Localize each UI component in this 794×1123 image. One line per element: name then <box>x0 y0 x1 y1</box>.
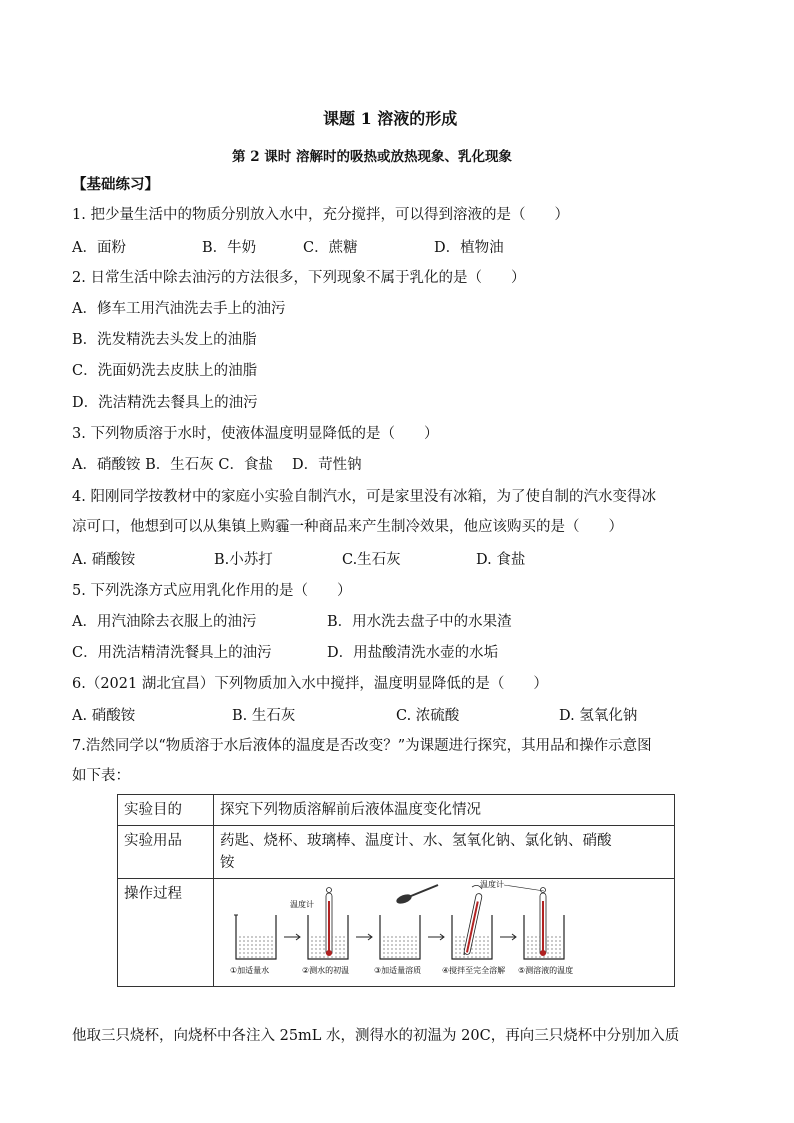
step-caption-4: ④搅拌至完全溶解 <box>442 966 506 975</box>
row-label-materials: 实验用品 <box>118 826 214 879</box>
q2-option-b: B．洗发精洗去头发上的油脂 <box>72 332 257 348</box>
arrow-icon <box>500 934 516 940</box>
question-3-stem: 3. 下列物质溶于水时，使液体温度明显降低的是（ ） <box>72 426 439 442</box>
q2-option-a: A．修车工用汽油洗去手上的油污 <box>72 301 286 317</box>
section-heading: 【基础练习】 <box>72 176 159 193</box>
row-value-materials: 药匙、烧杯、玻璃棒、温度计、水、氢氧化钠、氯化钠、硝酸 铵 <box>214 826 675 879</box>
table-row <box>118 826 675 879</box>
step-caption-5: ⑤测溶液的温度 <box>518 966 574 975</box>
question-5-stem: 5. 下列洗涤方式应用乳化作用的是（ ） <box>72 583 352 599</box>
question-1-stem: 1. 把少量生活中的物质分别放入水中，充分搅拌，可以得到溶液的是（ ） <box>72 207 569 223</box>
experiment-table <box>117 794 675 987</box>
question-7-stem-cont: 如下表： <box>72 768 130 784</box>
q4-option-a: A. 硝酸铵 <box>72 552 136 568</box>
q6-option-d: D. 氢氧化钠 <box>559 708 638 724</box>
step-caption-1: ①加适量水 <box>230 966 270 975</box>
beaker-with-thermometer-icon <box>308 888 348 960</box>
q1-option-a: A．面粉 <box>72 240 126 256</box>
page-subtitle: 第 2 课时 溶解时的吸热或放热现象、乳化现象 <box>232 149 512 165</box>
q4-option-c: C.生石灰 <box>342 552 401 568</box>
beaker-with-thermometer-icon <box>504 885 564 959</box>
question-7-continuation: 他取三只烧杯，向烧杯中各注入 25mL 水，测得水的初温为 20C，再向三只烧杯中分别加入质 <box>72 1028 680 1044</box>
procedure-figure-cell <box>214 879 675 987</box>
thermometer-label-2: 温度计 <box>480 880 504 889</box>
beaker-icon <box>234 915 276 959</box>
beaker-stirring-icon <box>452 885 492 959</box>
q6-option-c: C. 浓硫酸 <box>396 708 460 724</box>
arrow-icon <box>428 934 444 940</box>
arrow-icon <box>356 934 372 940</box>
page-title: 课题 1 溶液的形成 <box>323 109 458 128</box>
q5-option-a: A．用汽油除去衣服上的油污 <box>72 614 257 630</box>
row-value-purpose: 探究下列物质溶解前后液体温度变化情况 <box>214 795 675 826</box>
q5-option-b: B．用水洗去盘子中的水果渣 <box>327 614 512 630</box>
step-caption-3: ③加适量溶质 <box>374 966 422 975</box>
question-7-stem: 7.浩然同学以“物质溶于水后液体的温度是否改变？”为课题进行探究，其用品和操作示意图 <box>72 738 652 754</box>
q6-option-b: B. 生石灰 <box>232 708 296 724</box>
q2-option-d: D．洗洁精洗去餐具上的油污 <box>72 395 258 411</box>
q1-option-c: C．蔗糖 <box>303 240 358 256</box>
question-4-stem-cont: 凉可口，他想到可以从集镇上购霾一种商品来产生制冷效果，他应该购买的是（ ） <box>72 519 623 535</box>
q1-option-b: B．牛奶 <box>202 240 257 256</box>
question-4-stem: 4. 阳刚同学按教材中的家庭小实验自制汽水，可是家里没有冰箱，为了使自制的汽水变得冰 <box>72 489 656 505</box>
step-caption-2: ②测水的初温 <box>302 966 350 975</box>
q6-option-a: A. 硝酸铵 <box>72 708 136 724</box>
q2-option-c: C．洗面奶洗去皮肤上的油脂 <box>72 363 258 379</box>
question-6-stem: 6.（2021 湖北宜昌）下列物质加入水中搅拌，温度明显降低的是（ ） <box>72 676 548 692</box>
q1-option-d: D．植物油 <box>434 240 504 256</box>
q3-options: A．硝酸铵 B．生石灰 C．食盐 D．苛性钠 <box>72 457 362 473</box>
thermometer-label-1: 温度计 <box>290 900 314 909</box>
table-row <box>118 795 675 826</box>
question-2-stem: 2. 日常生活中除去油污的方法很多，下列现象不属于乳化的是（ ） <box>72 270 526 286</box>
table-row <box>118 879 675 987</box>
row-label-procedure: 操作过程 <box>118 879 214 987</box>
row-label-purpose: 实验目的 <box>118 795 214 826</box>
q4-option-d: D. 食盐 <box>476 552 526 568</box>
beaker-with-spoon-icon <box>380 885 438 959</box>
arrow-icon <box>284 934 300 940</box>
procedure-figure <box>214 879 674 979</box>
q4-option-b: B.小苏打 <box>214 552 273 568</box>
q5-option-d: D．用盐酸清洗水壶的水垢 <box>327 645 499 661</box>
q5-option-c: C．用洗洁精清洗餐具上的油污 <box>72 645 272 661</box>
